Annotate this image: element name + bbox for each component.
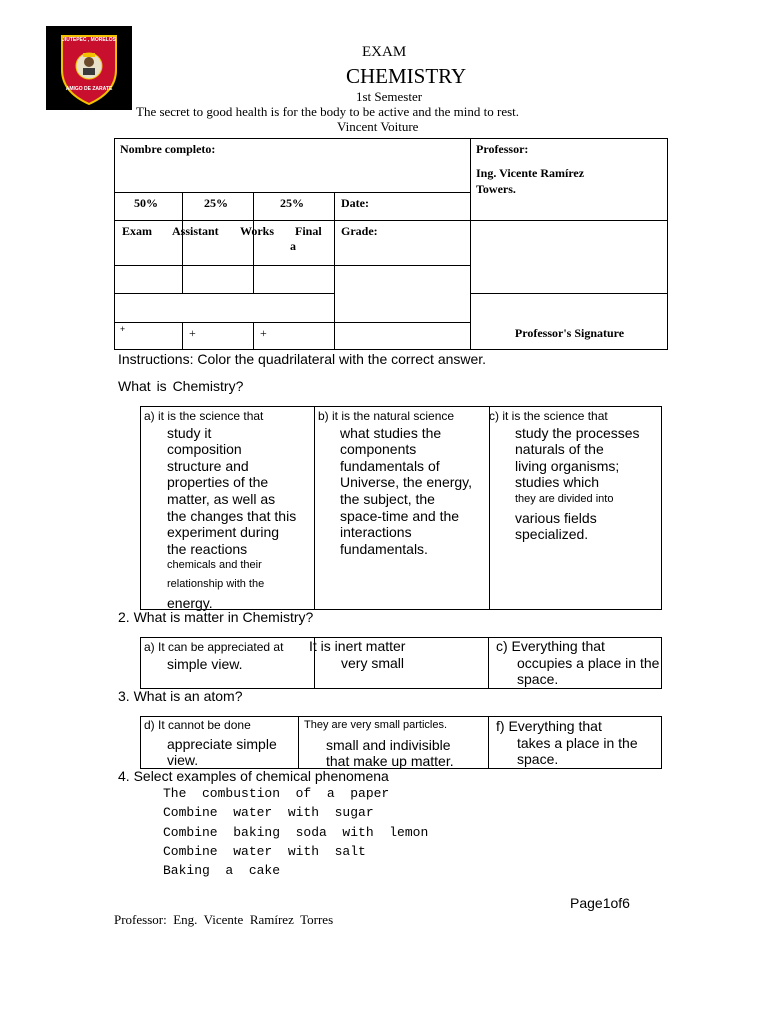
question-2: 2. What is matter in Chemistry? — [118, 609, 314, 625]
q1-b-line: the subject, the — [340, 490, 435, 507]
q2-b-line: very small — [341, 654, 405, 671]
q1-a-line: properties of the — [167, 474, 269, 491]
q3-option-d[interactable] — [144, 717, 298, 768]
col-assistant: Assistant — [172, 224, 219, 238]
instructions: Instructions: Color the quadrilateral with the correct answer. — [118, 351, 487, 367]
q1-option-b[interactable] — [318, 407, 488, 609]
q1-b-line: components — [340, 441, 417, 458]
q2-a-line: a) It can be appreciated at — [144, 640, 284, 654]
full-name-label: Nombre completo: — [120, 142, 216, 156]
q3-answer-table — [140, 716, 662, 769]
q1-c-line: they are divided into — [515, 492, 614, 505]
professor-name-line2: Towers. — [476, 182, 516, 196]
plus-sign-2: + — [189, 326, 196, 340]
footer-professor: Professor: Eng. Vicente Ramírez Torres — [114, 912, 334, 927]
grade-label: Grade: — [341, 224, 378, 238]
q3-f-line: space. — [517, 751, 559, 768]
q3-option-e[interactable] — [304, 717, 488, 768]
q3-e-line: that make up matter. — [326, 753, 454, 770]
col-exam: Exam — [122, 224, 152, 238]
logo-text-bottom: AMIGO DE ZARATE — [65, 86, 113, 92]
q3-e-line: small and indivisible — [326, 736, 451, 753]
school-logo — [46, 26, 132, 110]
date-label: Date: — [341, 196, 369, 210]
q1-c-line: specialized. — [515, 526, 589, 543]
q1-a-line: the reactions — [167, 540, 248, 557]
professor-name-line1: Ing. Vicente Ramírez — [476, 166, 585, 180]
q4-item-2[interactable]: Combine water with sugar — [163, 805, 374, 820]
question-3: 3. What is an atom? — [118, 688, 243, 704]
question-4: 4. Select examples of chemical phenomena — [118, 768, 389, 784]
q4-item-4[interactable]: Combine water with salt — [163, 844, 366, 859]
q2-option-a[interactable] — [144, 638, 314, 688]
q4-item-3[interactable]: Combine baking soda with lemon — [163, 825, 429, 840]
q3-e-line: They are very small particles. — [304, 719, 448, 731]
q2-c-line: c) Everything that — [496, 638, 605, 654]
q1-b-line: b) it is the natural science — [318, 409, 455, 423]
q2-c-line: occupies a place in the — [517, 654, 660, 671]
q1-a-line: a) it is the science that — [144, 409, 264, 423]
q1-c-line: naturals of the — [515, 441, 604, 458]
weight-exam: 50% — [134, 196, 158, 210]
q1-c-line: study the processes — [515, 424, 640, 441]
quote-author: Vincent Voiture — [337, 119, 419, 134]
q3-option-f[interactable] — [496, 717, 662, 768]
col-works: Works — [240, 224, 275, 238]
exam-label: EXAM — [362, 44, 407, 60]
q4-item-1[interactable]: The combustion of a paper — [163, 786, 390, 801]
q1-b-line: space-time and the — [340, 507, 460, 524]
q1-option-c[interactable] — [489, 407, 661, 609]
q1-c-line: c) it is the science that — [489, 409, 608, 423]
question-1: What is Chemistry? — [118, 378, 244, 394]
q3-d-line: d) It cannot be done — [144, 718, 251, 732]
quote-text: The secret to good health is for the body to be active and the mind to rest. — [136, 104, 520, 119]
col-final: Final — [295, 224, 322, 238]
q1-option-a[interactable] — [144, 407, 314, 609]
q1-a-line: chemicals and their — [167, 559, 262, 572]
col-final-suffix: a — [290, 239, 296, 253]
q3-d-line: appreciate simple — [167, 735, 277, 752]
q2-b-line: It is inert matter — [309, 638, 406, 654]
plus-sign-3: + — [260, 326, 267, 340]
q1-b-line: fundamentals. — [340, 540, 428, 557]
q1-c-line: various fields — [515, 509, 597, 526]
q1-a-line: experiment during — [167, 524, 280, 541]
q2-c-line: space. — [517, 671, 559, 688]
q1-c-line: living organisms; — [515, 457, 620, 474]
q1-a-line: the changes that this — [167, 507, 297, 524]
professor-label: Professor: — [476, 142, 529, 156]
q1-c-line: studies which — [515, 474, 600, 491]
q3-d-line: view. — [167, 752, 199, 769]
q4-item-5[interactable]: Baking a cake — [163, 863, 281, 878]
q2-a-line: simple view. — [167, 655, 243, 672]
plus-sign-1: + — [120, 324, 126, 334]
weight-assistant: 25% — [204, 196, 228, 210]
q2-option-b[interactable] — [309, 638, 487, 688]
q1-a-line: relationship with the — [167, 577, 265, 590]
student-info-table — [114, 138, 668, 350]
q2-option-c[interactable] — [496, 638, 662, 688]
logo-text-top: JIUTEPEC , MORELOS — [62, 37, 116, 43]
q1-b-line: fundamentals of — [340, 457, 440, 474]
signature-label: Professor's Signature — [514, 326, 625, 340]
q1-b-line: interactions — [340, 524, 412, 541]
q1-a-line: composition — [167, 441, 242, 458]
semester-label: 1st Semester — [356, 89, 423, 104]
q1-answer-table — [140, 406, 662, 610]
q3-f-line: f) Everything that — [496, 718, 602, 734]
q3-f-line: takes a place in the — [517, 734, 638, 751]
q1-b-line: what studies the — [340, 424, 442, 441]
q1-a-line: study it — [167, 424, 212, 441]
q1-a-line: energy. — [167, 594, 213, 611]
q2-answer-table — [140, 637, 662, 689]
subject-title: CHEMISTRY — [346, 64, 467, 88]
weight-works: 25% — [280, 196, 304, 210]
q1-b-line: Universe, the energy, — [340, 474, 473, 491]
q1-a-line: structure and — [167, 457, 249, 474]
q1-a-line: matter, as well as — [167, 490, 276, 507]
page-number: Page1of6 — [570, 895, 630, 911]
